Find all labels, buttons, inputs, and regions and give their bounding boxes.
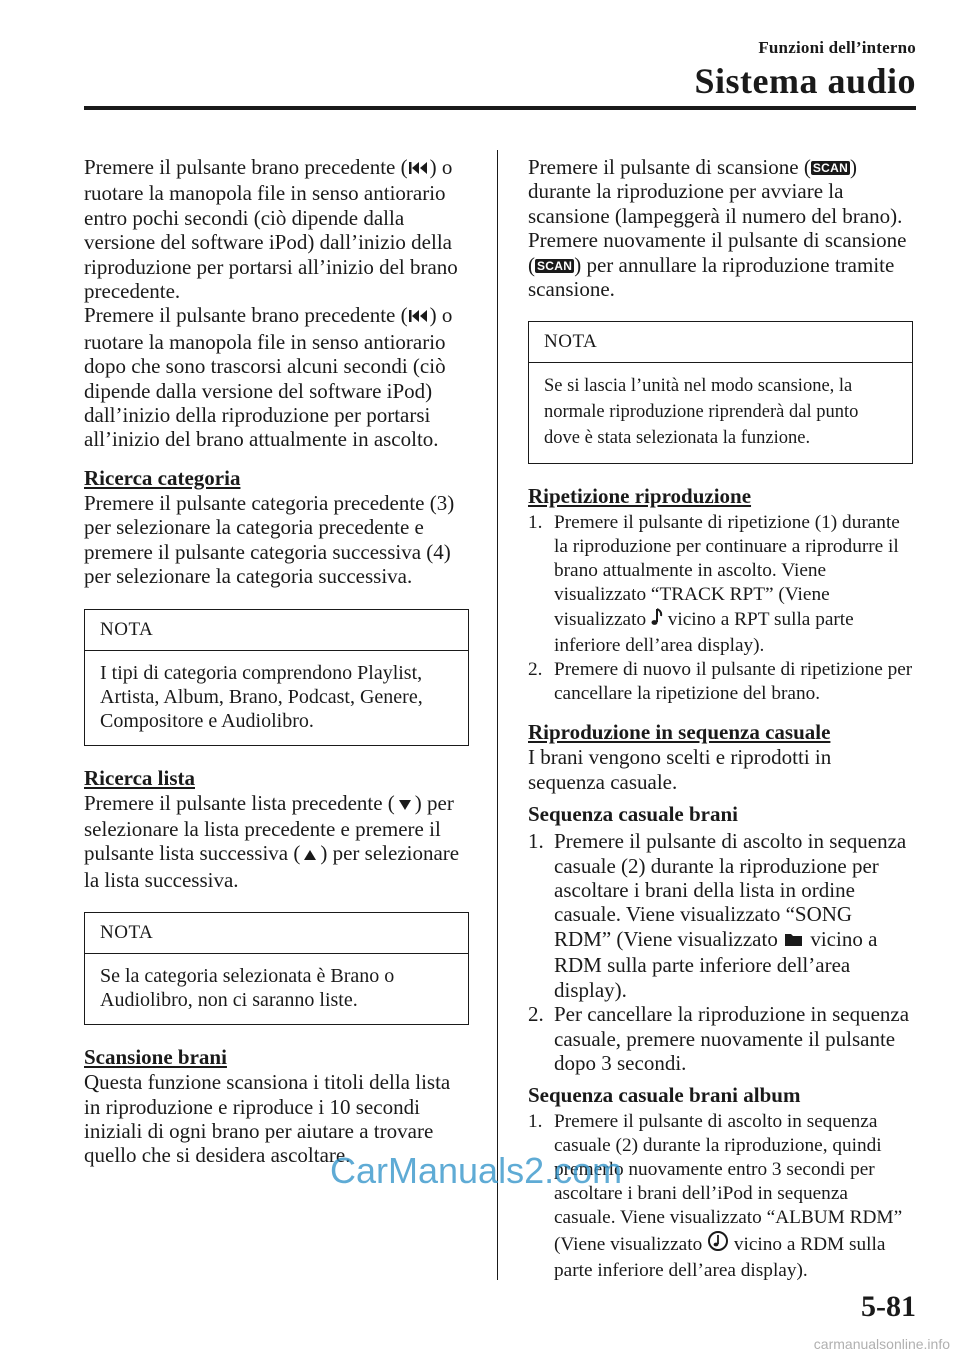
disc-icon	[707, 1230, 729, 1259]
heading-track-scan: Scansione brani	[84, 1045, 227, 1070]
previous-track-icon	[408, 305, 430, 329]
list-item: 2. Per cancellare la riproduzione in sequenza casuale, premere nuovamente il pulsante dopo 3 secondi.	[528, 1002, 910, 1075]
note-label: NOTA	[85, 610, 468, 651]
note-box-category	[84, 609, 469, 746]
watermark: CarManuals2.com	[330, 1150, 623, 1191]
header-rule	[84, 106, 916, 110]
note-text: I tipi di categoria comprendono Playlist, Artista, Album, Brano, Podcast, Genere, Compositore e Audiolibro.	[100, 661, 423, 732]
note-box-scan	[528, 321, 913, 464]
left-column	[84, 155, 469, 1168]
list-item: 2. Premere di nuovo il pulsante di ripetizione per cancellare la ripetizione del brano.	[528, 659, 913, 705]
paragraph-previous-track-2: Premere il pulsante brano precedente ( ) o ruotare la manopola file in senso antiorario dopo che sono trascorsi alcuni secondi (ciò dipende dalla versione del software iPod) dall’inizio della riproduzione per portarsi all’inizio del brano attualmente in ascolto.	[84, 303, 453, 452]
note-box-list	[84, 912, 469, 1025]
paragraph-previous-track-1: Premere il pulsante brano precedente ( ) o ruotare la manopola file in senso antiorario entro pochi secondi (ciò dipende dalla versione del software iPod) dall’inizio della riproduzione per portarsi all’inizio del brano precedente.	[84, 155, 458, 304]
random-track-steps	[528, 829, 913, 1075]
footer-site-mark: carmanualsonline.info	[813, 1336, 950, 1352]
paragraph-scan: Questa funzione scansiona i titoli della lista in riproduzione e riproduce i 10 secondi iniziali di ogni brano per aiutare a trovare quello che si desidera ascoltare.	[84, 1070, 451, 1168]
note-text: Se la categoria selezionata è Brano o Audiolibro, non ci saranno liste.	[100, 965, 395, 1012]
paragraph-list: Premere il pulsante lista precedente ( ) per selezionare la lista precedente e premere il pulsante lista successiva ( ) per selezionare la lista successiva.	[84, 790, 460, 892]
heading-category-search: Ricerca categoria	[84, 465, 241, 490]
right-column	[528, 155, 913, 1283]
list-item: 1. Premere il pulsante di ripetizione (1) durante la riproduzione per continuare a riprodurre il brano attualmente in ascolto. Viene visualizzato “TRACK RPT” (Viene visualizzato vicino a RPT sulla parte inferiore dell’area display).	[528, 512, 900, 657]
paragraph-category: Premere il pulsante categoria precedente (3) per selezionare la categoria precedente e premere il pulsante categoria successiva (4) per selezionare la categoria successiva.	[84, 490, 455, 589]
music-note-icon	[651, 607, 663, 634]
heading-repeat: Ripetizione riproduzione	[528, 484, 752, 509]
paragraph-scan-button: Premere il pulsante di scansione ( SCAN) durante la riproduzione per avviare la scansione (lampeggerà il numero del brano). Premere nuovamente il pulsante di scansione ( SCAN) per annullare la riproduzione tramite scansione.	[528, 155, 907, 302]
random-album-steps	[528, 1110, 913, 1283]
repeat-steps	[528, 511, 913, 706]
page-title: Sistema audio	[694, 61, 916, 101]
scan-icon: SCAN	[812, 161, 849, 175]
paragraph-random: I brani vengono scelti e riprodotti in sequenza casuale.	[528, 745, 832, 794]
list-item: 1. Premere il pulsante di ascolto in sequenza casuale (2) durante la riproduzione, quindi premerlo nuovamente entro 3 secondi per ascoltare i brani dell’iPod in sequenza casuale. Viene visualizzato “ALBUM RDM” (Viene visualizzato vicino a RDM sulla parte inferiore dell’area display).	[528, 1111, 903, 1282]
previous-track-icon	[408, 157, 430, 181]
section-subtitle: Funzioni dell’interno	[758, 38, 916, 57]
folder-icon	[783, 929, 805, 953]
column-divider	[497, 150, 498, 1280]
triangle-down-icon	[395, 793, 415, 817]
scan-icon: SCAN	[537, 258, 573, 273]
triangle-up-icon	[300, 843, 320, 867]
subheading-random-album: Sequenza casuale brani album	[528, 1083, 801, 1108]
list-item: 1. Premere il pulsante di ascolto in sequenza casuale (2) durante la riproduzione per ascoltare i brani della lista in ordine casuale. Viene visualizzato “SONG RDM” (Viene visualizzato vicino a RDM sulla parte inferiore dell’area display).	[528, 829, 907, 1002]
page-number: 5-81	[861, 1290, 916, 1323]
subheading-random-tracks: Sequenza casuale brani	[528, 802, 739, 827]
heading-list-search: Ricerca lista	[84, 765, 195, 790]
note-label: NOTA	[85, 913, 468, 954]
note-label: NOTA	[529, 322, 912, 363]
heading-random: Riproduzione in sequenza casuale	[528, 720, 831, 745]
note-text: Se si lascia l’unità nel modo scansione, la normale riproduzione riprenderà dal punto dove è stata selezionata la funzione.	[544, 376, 859, 449]
